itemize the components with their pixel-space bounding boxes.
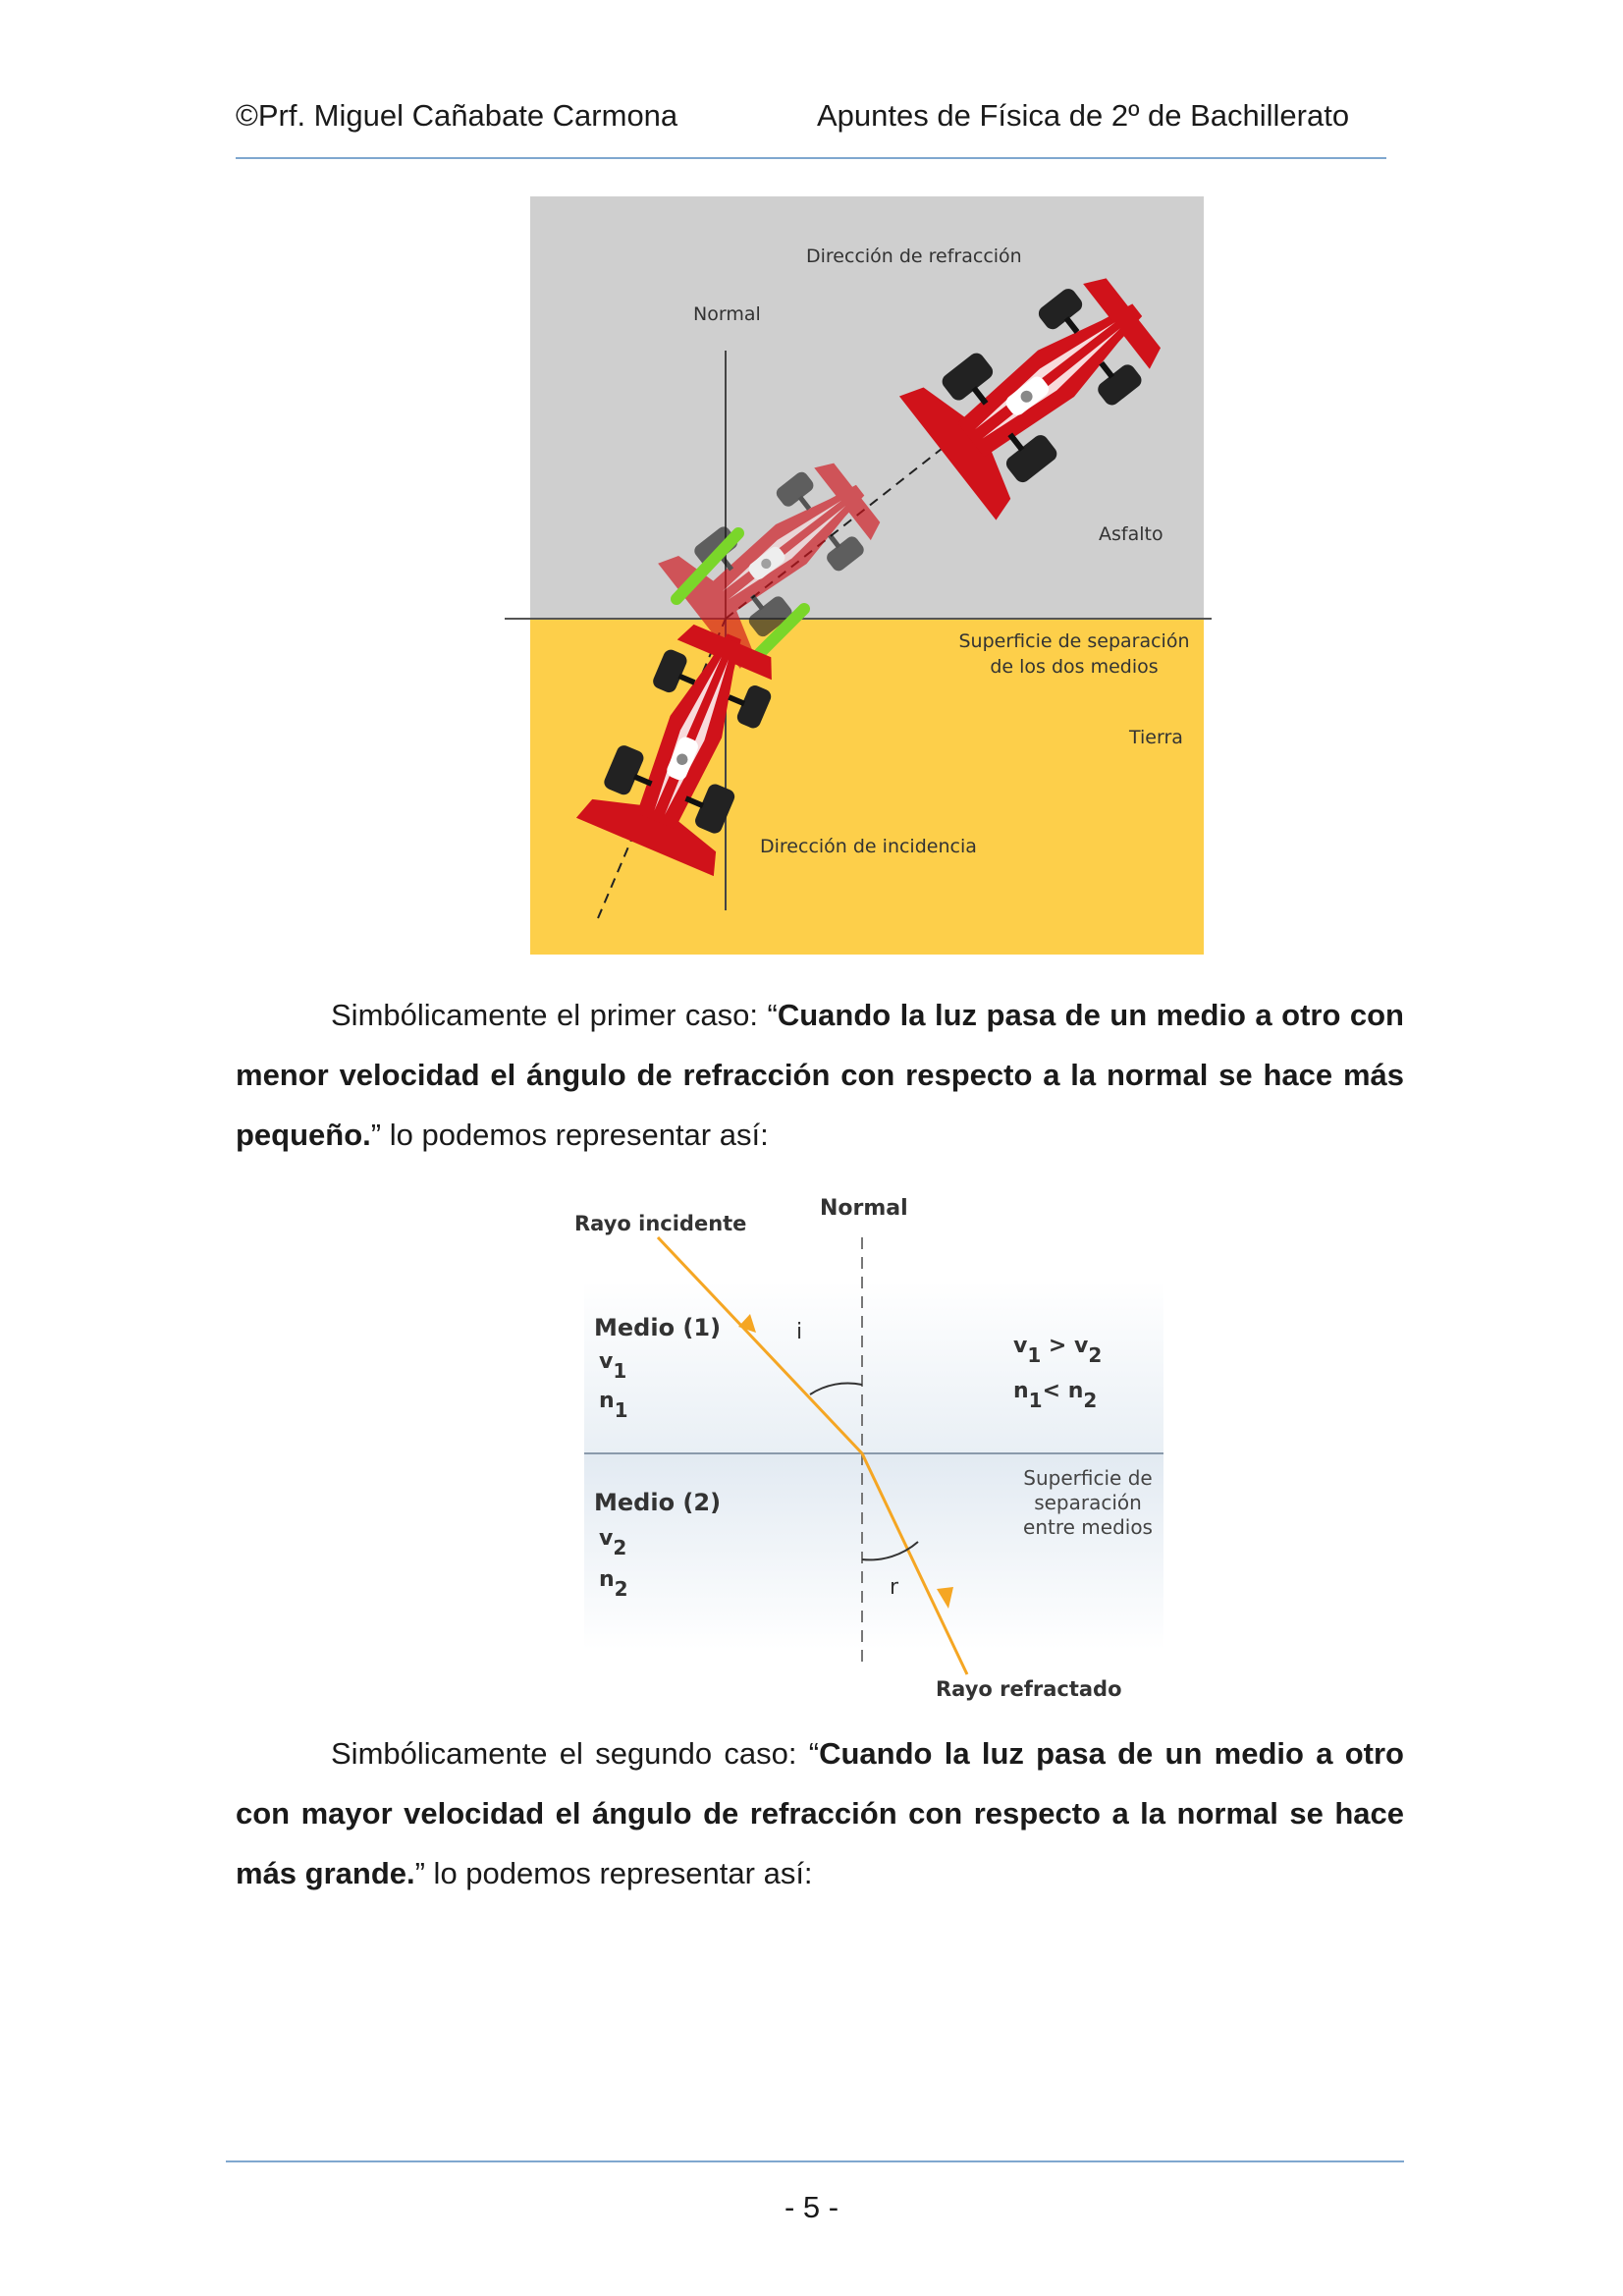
header-rule (236, 157, 1386, 159)
second-case-statement: Cuando la luz pasa de un medio a otro con mayor velocidad el ángulo de refracción con respecto a la normal se hace más grande. (236, 1736, 1404, 1890)
asphalt-label: Asfalto (1099, 523, 1163, 545)
footer-rule (226, 2160, 1404, 2162)
n1-label: n1 (599, 1389, 628, 1422)
surface-label-line2: separación (1034, 1491, 1142, 1514)
incident-ray-label: Rayo incidente (574, 1212, 747, 1235)
paragraph-second-case: Simbólicamente el segundo caso: “Cuando la luz pasa de un medio a otro con mayor velocidad el ángulo de refracción con respecto a la normal se hace más grande.” lo podemos representar así: (236, 1736, 1404, 1890)
first-case-statement: Cuando la luz pasa de un medio a otro con menor velocidad el ángulo de refracción con respecto a la normal se hace más pequeño. (236, 998, 1404, 1152)
index-relation: n1< n2 (1013, 1379, 1098, 1412)
normal-label: Normal (693, 303, 761, 325)
refraction-diagram (569, 1183, 1178, 1704)
header-title: Apuntes de Física de 2º de Bachillerato (817, 98, 1350, 133)
paragraph-first-case: Simbólicamente el primer caso: “Cuando la luz pasa de un medio a otro con menor velocidad el ángulo de refracción con respecto a la normal se hace más pequeño.” lo podemos representar así: (236, 998, 1404, 1152)
medium2-label: Medio (2) (594, 1489, 722, 1516)
medium1-label: Medio (1) (594, 1314, 722, 1341)
velocity-relation: v1 > v2 (1013, 1334, 1103, 1367)
page-number: - 5 - (784, 2190, 839, 2224)
normal-label: Normal (820, 1196, 908, 1221)
angle-i-label: i (796, 1320, 803, 1344)
incidence-direction-label: Dirección de incidencia (760, 836, 977, 857)
car-refraction-figure (505, 191, 1212, 959)
refracted-ray-label: Rayo refractado (936, 1677, 1122, 1701)
header-author: ©Prf. Miguel Cañabate Carmona (236, 98, 678, 133)
n2-label: n2 (599, 1567, 628, 1601)
angle-r-label: r (890, 1575, 899, 1600)
refraction-direction-label: Dirección de refracción (806, 246, 1022, 267)
earth-label: Tierra (1129, 727, 1183, 748)
v2-label: v2 (599, 1526, 627, 1559)
surface-label-line1: Superficie de separación (958, 630, 1190, 652)
surface-label-line3: entre medios (1023, 1515, 1153, 1539)
surface-label-line1: Superficie de (1023, 1466, 1153, 1490)
v1-label: v1 (599, 1349, 627, 1383)
surface-label-line2: de los dos medios (990, 656, 1159, 678)
